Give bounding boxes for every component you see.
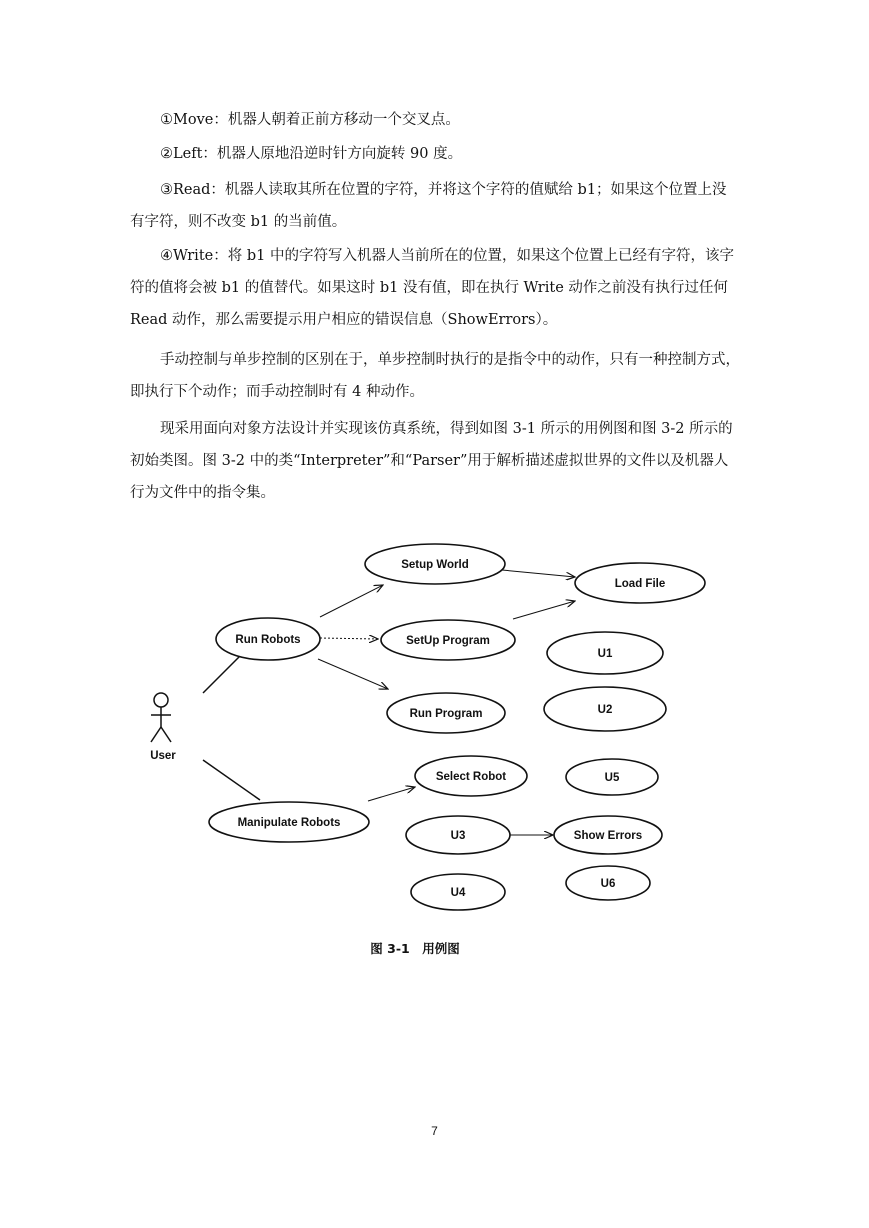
- arrow-setup-program-load-file: [513, 601, 575, 619]
- label-run-robots: Run Robots: [235, 634, 301, 646]
- label-run-program: Run Program: [409, 708, 483, 720]
- paragraph-design: 现采用面向对象方法设计并实现该仿真系统，得到如图 3-1 所示的用例图和图 3-2 所示的初始类图。图 3-2 中的类“Interpreter”和“Parser”用于解析描述虚拟世界的文件以及机器人行为文件中的指令集。: [130, 421, 733, 501]
- actor-right-leg: [161, 727, 171, 742]
- label-u2: U2: [597, 704, 613, 716]
- user-actor: [151, 693, 171, 742]
- label-u1: U1: [597, 648, 613, 660]
- arrow-run-robots-setup-program: [320, 638, 378, 639]
- label-u4: U4: [450, 887, 466, 899]
- label-u5: U5: [604, 772, 620, 784]
- label-select-robot: Select Robot: [435, 771, 507, 783]
- paragraph-control: 手动控制与单步控制的区别在于，单步控制时执行的是指令中的动作，只有一种控制方式，即执行下个动作；而手动控制时有 4 种动作。: [130, 352, 740, 400]
- label-u3: U3: [450, 830, 466, 842]
- page-number: 7: [431, 1124, 438, 1138]
- label-load-file: Load File: [614, 578, 666, 590]
- label-show-errors: Show Errors: [573, 830, 643, 842]
- arrow-setup-world-load-file: [502, 570, 575, 577]
- figure-caption: 图 3-1 用例图: [370, 941, 460, 956]
- actor-left-leg: [151, 727, 161, 742]
- paragraph-move: ①Move：机器人朝着正前方移动一个交叉点。: [160, 112, 460, 128]
- association-user-run-robots: [203, 653, 243, 693]
- label-setup-world: Setup World: [401, 559, 469, 571]
- paragraph-left: ②Left：机器人原地沿逆时针方向旋转 90 度。: [160, 146, 463, 162]
- use-case-diagram: [135, 535, 735, 975]
- association-user-manipulate-robots: [203, 760, 260, 800]
- paragraph-write: ④Write：将 b1 中的字符写入机器人当前所在的位置，如果这个位置上已经有字符，该字符的值将会被 b1 的值替代。如果这时 b1 没有值，即在执行 Write 动作之前没有执行过任何 Read 动作，那么需要提示用户相应的错误信息（ShowErrors）。: [130, 248, 734, 328]
- label-u6: U6: [600, 878, 616, 890]
- paragraph-read: ③Read：机器人读取其所在位置的字符，并将这个字符的值赋给 b1；如果这个位置上没有字符，则不改变 b1 的当前值。: [130, 182, 727, 230]
- label-setup-program: SetUp Program: [406, 635, 490, 647]
- arrow-run-robots-setup-world: [320, 585, 383, 617]
- arrow-run-robots-run-program: [318, 659, 388, 689]
- actor-head: [154, 693, 168, 707]
- arrow-manipulate-select-robot: [368, 787, 415, 801]
- label-manipulate-robots: Manipulate Robots: [237, 817, 341, 829]
- actor-label: User: [150, 750, 176, 762]
